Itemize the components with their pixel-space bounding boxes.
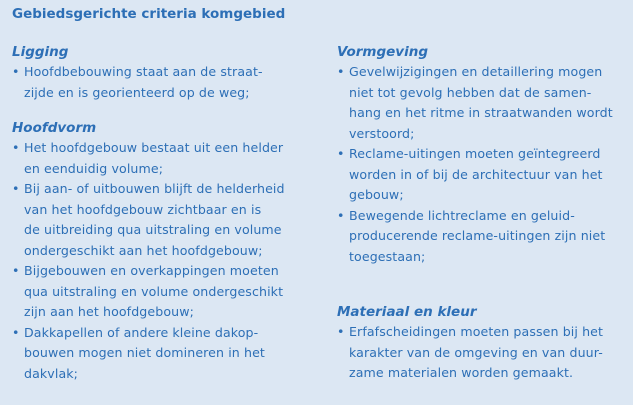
list-item-line: ondergeschikt aan het hoofdgebouw;	[24, 242, 263, 258]
section-heading-materiaal-en-kleur: Materiaal en kleur	[337, 304, 477, 320]
list-item-line: dakvlak;	[24, 365, 79, 381]
list-item-line: • Reclame-uitingen moeten geïntegreerd	[349, 146, 601, 161]
list-item-line: • Bewegende lichtreclame en geluid-	[349, 207, 575, 223]
list-item-line: bouwen mogen niet domineren in het	[24, 345, 265, 360]
list-item-line: de uitbreiding qua uitstraling en volume	[24, 222, 282, 237]
section-heading-ligging: Ligging	[12, 44, 69, 60]
list-item-line: gebouw;	[349, 187, 404, 202]
list-item-line: zame materialen worden gemaakt.	[349, 365, 574, 380]
list-item-line: hang en het ritme in straatwanden wordt	[349, 105, 613, 120]
list-item	[12, 261, 317, 323]
list-item-line: • Bij aan- of uitbouwen blijft de helderheid	[24, 181, 285, 196]
list-item	[337, 62, 627, 144]
left-column	[12, 42, 317, 384]
right-column	[337, 42, 627, 384]
list-item-line: van het hoofdgebouw zichtbaar en is	[24, 201, 262, 217]
list-item-line: en eenduidig volume;	[24, 160, 164, 176]
hoofdvorm-list	[12, 138, 317, 384]
section-heading-vormgeving: Vormgeving	[337, 44, 428, 60]
list-item-line: producerende reclame-uitingen zijn niet	[349, 228, 606, 243]
list-item-line: • Dakkapellen of andere kleine dakop-	[24, 324, 259, 340]
list-item	[12, 62, 317, 103]
materiaal-list	[337, 322, 627, 384]
list-item-line: • Gevelwijzigingen en detaillering mogen	[349, 64, 603, 79]
list-item	[337, 206, 627, 268]
list-item	[12, 323, 317, 385]
list-item-line: qua uitstraling en volume ondergeschikt	[24, 283, 284, 299]
list-item-line: • Erfafscheidingen moeten passen bij het	[349, 324, 604, 339]
list-item-line: zijn aan het hoofdgebouw;	[24, 304, 194, 319]
list-item-line: zijde en is georienteerd op de weg;	[24, 84, 250, 100]
list-item-line: niet tot gevolg hebben dat de samen-	[349, 84, 592, 100]
list-item-line: • Hoofdbebouwing staat aan de straat-	[24, 64, 263, 79]
section-heading-hoofdvorm: Hoofdvorm	[12, 120, 97, 136]
list-item-line: • Het hoofdgebouw bestaat uit een helder	[24, 140, 284, 155]
list-item	[12, 138, 317, 179]
list-item	[337, 322, 627, 384]
list-item	[12, 179, 317, 261]
list-item-line: toegestaan;	[349, 248, 426, 264]
list-item-line: • Bijgebouwen en overkappingen moeten	[24, 263, 279, 278]
page-title: Gebiedsgerichte criteria komgebied	[12, 6, 286, 22]
list-item-line: worden in of bij de architectuur van het	[349, 166, 603, 182]
list-item-line: karakter van de omgeving en van duur-	[349, 344, 603, 360]
ligging-list	[12, 62, 317, 103]
list-item	[337, 144, 627, 206]
vormgeving-list	[337, 62, 627, 267]
list-item-line: verstoord;	[349, 125, 415, 141]
